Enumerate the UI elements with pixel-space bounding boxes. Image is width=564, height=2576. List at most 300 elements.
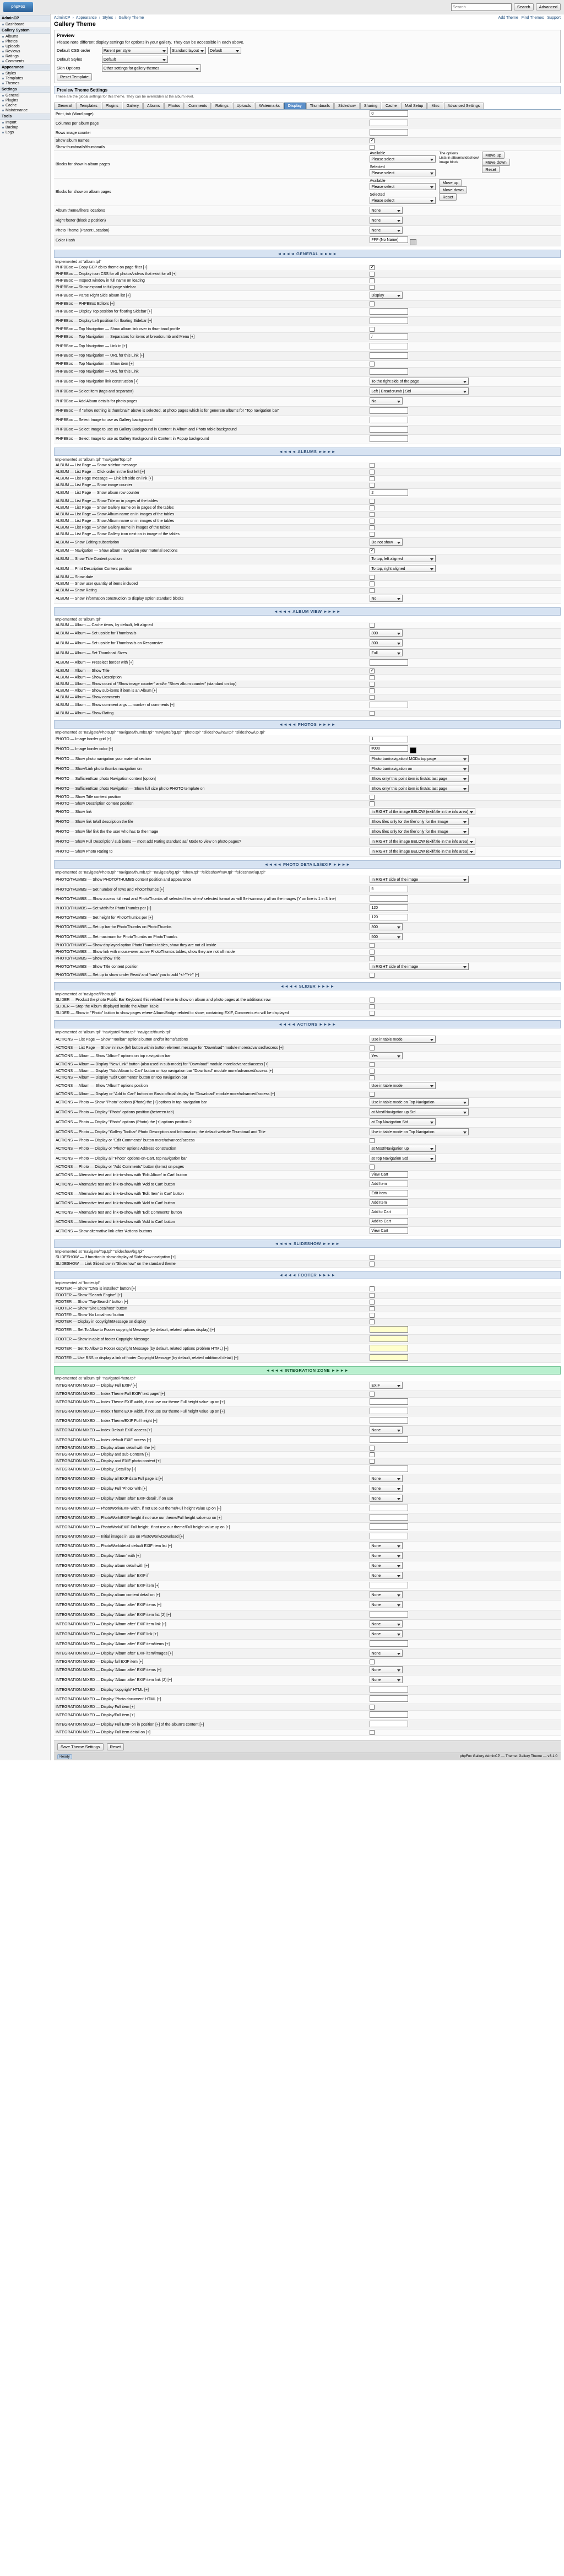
group5-checkbox-1[interactable]	[370, 1004, 375, 1009]
misc-select-2[interactable]: None	[370, 227, 403, 234]
status-left: Ready	[57, 1754, 72, 1759]
group7-checkbox-1[interactable]	[370, 1262, 375, 1267]
sidebar-item-reviews[interactable]: Reviews	[0, 49, 50, 54]
group-banner-8: ◄◄◄◄ FOOTER ►►►►	[54, 1271, 561, 1279]
group3-select-12[interactable]: In RIGHT of the image BELOW (exif/title in the info area)	[370, 848, 475, 855]
group1-checkbox-3[interactable]	[370, 483, 375, 488]
group6-label-4: ACTIONS — Album — Display "Add Album to Cart" button on top navigation bar "Download" module more/advanced/access [+]	[54, 1068, 368, 1075]
group1-checkbox-17[interactable]	[370, 588, 375, 593]
settings-row	[54, 531, 561, 537]
sidebar-item-cache[interactable]: Cache	[0, 103, 50, 108]
group1-checkbox-12[interactable]	[370, 548, 375, 553]
group3-select-4[interactable]: Show only/ this point item is first/at last page	[370, 775, 469, 782]
group2-control-5	[368, 667, 561, 674]
settings-row	[54, 1610, 561, 1620]
group2-checkbox-0[interactable]	[370, 623, 375, 628]
group2-control-7	[368, 681, 561, 687]
group4-checkbox-7[interactable]	[370, 943, 375, 948]
link-support[interactable]: Support	[547, 16, 561, 20]
group6-label-7: ACTIONS — Album — Display or "Add to Cart" button on Basic official display for "Download" module more/advanced/access [+]	[54, 1091, 368, 1098]
group6-checkbox-4[interactable]	[370, 1069, 375, 1074]
group3-select-9[interactable]: Show files only for the file/ only for the Image	[370, 818, 469, 825]
group9-input-10[interactable]	[370, 1465, 408, 1472]
group9-checkbox-8[interactable]	[370, 1452, 375, 1457]
settings-row	[54, 1452, 561, 1458]
group9-select-21[interactable]: None	[370, 1572, 403, 1579]
group1-control-0	[368, 462, 561, 469]
tab-sharing[interactable]: Sharing	[360, 103, 381, 109]
group4-input-4[interactable]: 120	[370, 914, 408, 920]
group9-input-33[interactable]	[370, 1686, 408, 1693]
group0-checkbox-2[interactable]	[370, 278, 375, 283]
sidebar-item-plugins[interactable]: Plugins	[0, 98, 50, 103]
group6-select-6[interactable]: Use in table mode	[370, 1082, 436, 1089]
settings-row	[54, 687, 561, 694]
group8-checkbox-5[interactable]	[370, 1319, 375, 1324]
group2-checkbox-9[interactable]	[370, 695, 375, 700]
tab-plugins[interactable]: Plugins	[102, 103, 122, 109]
tab-watermarks[interactable]: Watermarks	[255, 103, 283, 109]
group6-label-3: ACTIONS — Album — Display "New Link" button (also used in sub-mode) for "Download" module more/advanced/access [+]	[54, 1061, 368, 1068]
group3-color-swatch-1[interactable]	[410, 747, 416, 753]
settings-row	[54, 290, 561, 300]
group0-checkbox-1[interactable]	[370, 272, 375, 277]
group0-checkbox-12[interactable]	[370, 362, 375, 367]
sidebar-item-albums[interactable]: Albums	[0, 34, 50, 39]
group4-input-2[interactable]	[370, 895, 408, 902]
tab-advanced-settings[interactable]: Advanced Settings	[444, 103, 484, 109]
tab-uploads[interactable]: Uploads	[233, 103, 255, 109]
group9-select-19[interactable]: None	[370, 1552, 403, 1559]
group8-checkbox-4[interactable]	[370, 1313, 375, 1318]
group9-control-16	[368, 1523, 561, 1532]
group0-select-14[interactable]: To the right side of the page	[370, 378, 469, 385]
group6-checkbox-1[interactable]	[370, 1046, 375, 1050]
group9-control-11	[368, 1474, 561, 1484]
blocks-b-selected-select[interactable]: Please select	[370, 197, 436, 204]
group9-input-37[interactable]	[370, 1721, 408, 1727]
group9-input-3[interactable]	[370, 1408, 408, 1414]
settings-row	[54, 744, 561, 755]
group2-select-3[interactable]: Full	[370, 649, 403, 656]
search-input[interactable]	[451, 3, 512, 11]
search-button[interactable]: Search	[514, 3, 534, 10]
settings-row	[54, 735, 561, 745]
group3-checkbox-6[interactable]	[370, 795, 375, 800]
general-checkbox-4[interactable]	[370, 145, 375, 150]
settings-row	[54, 1075, 561, 1081]
group1-checkbox-1[interactable]	[370, 470, 375, 475]
group9-checkbox-9[interactable]	[370, 1459, 375, 1464]
group6-checkbox-12[interactable]	[370, 1138, 375, 1143]
sidebar-group-tools: Tools	[0, 114, 50, 120]
group2-checkbox-7[interactable]	[370, 682, 375, 687]
group6-select-10[interactable]: at Top Navigation Std	[370, 1118, 436, 1125]
group0-select-15[interactable]: Left | Breadcrumb | Std	[370, 387, 469, 395]
group1-select-14[interactable]: To top, right aligned	[370, 565, 436, 572]
sidebar-item-maintenance[interactable]: Maintenance	[0, 108, 50, 113]
group9-input-16[interactable]	[370, 1523, 408, 1530]
tab-mail-setup[interactable]: Mail Setup	[401, 103, 427, 109]
tab-thumbnails[interactable]: Thumbnails	[306, 103, 334, 109]
settings-row	[54, 1649, 561, 1659]
blocks-b-move-up[interactable]: Move up	[439, 179, 462, 186]
misc-input-3[interactable]: FFF (No Name)	[370, 236, 408, 243]
settings-row	[54, 885, 561, 894]
blocks-a-move-down[interactable]: Move down	[482, 159, 509, 166]
sidebar-item-backup[interactable]: Backup	[0, 125, 50, 130]
group6-input-17[interactable]: Add Item	[370, 1181, 408, 1187]
group3-input-0[interactable]: 1	[370, 736, 408, 742]
group2-select-1[interactable]: 300	[370, 629, 403, 637]
group4-label-3: PHOTO/THUMBS — Set width for PhotoThumbs per [+]	[54, 904, 368, 913]
tab-ratings[interactable]: Ratings	[212, 103, 232, 109]
sidebar-item-templates[interactable]: Templates	[0, 76, 50, 81]
blocks-a-move-up[interactable]: Move up	[482, 152, 505, 159]
group9-select-13[interactable]: None	[370, 1495, 403, 1502]
settings-row	[54, 574, 561, 580]
group0-checkbox-5[interactable]	[370, 301, 375, 306]
group7-checkbox-0[interactable]	[370, 1255, 375, 1260]
group4-select-0[interactable]: In RIGHT side of the image	[370, 876, 469, 883]
general-input-1[interactable]	[370, 120, 408, 126]
select-default[interactable]: Default	[208, 47, 241, 54]
group9-input-4[interactable]	[370, 1417, 408, 1424]
group0-checkbox-3[interactable]	[370, 285, 375, 290]
group6-select-0[interactable]: Use in table mode	[370, 1036, 436, 1043]
settings-row	[54, 1474, 561, 1484]
group1-select-11[interactable]: Do not show	[370, 538, 403, 546]
group1-checkbox-9[interactable]	[370, 525, 375, 530]
group8-input-9[interactable]	[370, 1354, 408, 1361]
group9-select-0[interactable]: EXIF	[370, 1382, 403, 1389]
group6-checkbox-3[interactable]	[370, 1062, 375, 1067]
tab-albums[interactable]: Albums	[143, 103, 164, 109]
group6-select-14[interactable]: at Top Navigation Std	[370, 1155, 436, 1162]
misc-select-0[interactable]: None	[370, 207, 403, 214]
group8-input-8[interactable]	[370, 1345, 408, 1351]
group9-checkbox-7[interactable]	[370, 1446, 375, 1451]
group9-select-26[interactable]: None	[370, 1620, 403, 1627]
select-default-styles[interactable]: Default	[102, 56, 168, 63]
blocks-b-move-down[interactable]: Move down	[439, 186, 467, 193]
sidebar-section-settings	[0, 93, 50, 114]
group0-checkbox-0[interactable]	[370, 265, 375, 270]
group5-checkbox-0[interactable]	[370, 998, 375, 1003]
group3-select-2[interactable]: Photo bar/navigation/ MODx top page	[370, 755, 469, 762]
group3-checkbox-7[interactable]	[370, 801, 375, 806]
group9-select-31[interactable]: None	[370, 1666, 403, 1673]
group0-control-6	[368, 307, 561, 316]
group0-input-17[interactable]	[370, 407, 408, 414]
group2-label-1: ALBUM — Album — Set upside for Thumbnails	[54, 628, 368, 638]
group8-checkbox-0[interactable]	[370, 1286, 375, 1291]
group8-input-6[interactable]	[370, 1326, 408, 1333]
settings-row	[54, 1061, 561, 1068]
group-table-0	[54, 265, 561, 444]
group2-checkbox-8[interactable]	[370, 688, 375, 693]
group2-select-2[interactable]: 300	[370, 639, 403, 646]
group0-checkbox-8[interactable]	[370, 327, 375, 332]
group6-checkbox-5[interactable]	[370, 1075, 375, 1080]
sidebar-item-general[interactable]: General	[0, 93, 50, 98]
group1-checkbox-8[interactable]	[370, 519, 375, 524]
group4-select-6[interactable]: 500	[370, 933, 403, 940]
group6-input-20[interactable]: Add to Cart	[370, 1209, 408, 1215]
group3-input-1[interactable]: #000	[370, 745, 408, 752]
tab-general[interactable]: General	[54, 103, 75, 109]
group4-input-1[interactable]: 5	[370, 886, 408, 892]
settings-row	[54, 518, 561, 524]
group8-checkbox-2[interactable]	[370, 1300, 375, 1305]
group4-checkbox-11[interactable]	[370, 973, 375, 978]
settings-row	[54, 537, 561, 547]
link-find-themes[interactable]: Find Themes	[521, 16, 544, 20]
sidebar-item-dashboard[interactable]: Dashboard	[0, 22, 50, 27]
breadcrumb-item-2[interactable]: Styles	[102, 16, 113, 20]
group5-checkbox-2[interactable]	[370, 1011, 375, 1016]
group1-checkbox-16[interactable]	[370, 581, 375, 586]
settings-row	[54, 764, 561, 774]
blocks-b-available-select[interactable]: Please select	[370, 183, 436, 190]
select-default-css-order[interactable]: Parent per style	[102, 47, 168, 54]
tab-cache[interactable]: Cache	[382, 103, 400, 109]
select-layout[interactable]: Standard layout	[170, 47, 206, 54]
group6-checkbox-7[interactable]	[370, 1092, 375, 1097]
group9-input-36[interactable]	[370, 1711, 408, 1718]
tab-photos[interactable]: Photos	[164, 103, 184, 109]
group6-select-8[interactable]: Use in table mode on Top Navigation	[370, 1098, 469, 1106]
settings-row	[54, 1199, 561, 1208]
group4-input-3[interactable]: 120	[370, 904, 408, 911]
group1-checkbox-7[interactable]	[370, 512, 375, 517]
sidebar-item-photos[interactable]: Photos	[0, 39, 50, 44]
group6-input-16[interactable]: View Cart	[370, 1171, 408, 1178]
group9-input-25[interactable]	[370, 1611, 408, 1618]
settings-row	[54, 1398, 561, 1407]
group6-control-1	[368, 1045, 561, 1052]
group0-control-8	[368, 326, 561, 332]
group2-checkbox-11[interactable]	[370, 711, 375, 716]
settings-row	[54, 710, 561, 716]
group0-input-18[interactable]	[370, 417, 408, 423]
group0-label-9: PHPBBox — Top Navigation — Separators for items at breadcrumb and Menu [+]	[54, 332, 368, 342]
group6-checkbox-15[interactable]	[370, 1165, 375, 1170]
group1-checkbox-10[interactable]	[370, 532, 375, 537]
group0-input-13[interactable]	[370, 368, 408, 375]
group9-checkbox-1[interactable]	[370, 1392, 375, 1397]
group6-control-2	[368, 1052, 561, 1061]
settings-row	[54, 594, 561, 603]
misc-color-swatch-3[interactable]	[410, 239, 416, 245]
group9-input-14[interactable]	[370, 1505, 408, 1511]
group4-checkbox-8[interactable]	[370, 950, 375, 955]
group6-select-2[interactable]: Yes	[370, 1052, 403, 1059]
group3-select-5[interactable]: Show only/ this point item is first/at last page	[370, 785, 469, 792]
group9-select-27[interactable]: None	[370, 1630, 403, 1637]
group9-checkbox-30[interactable]	[370, 1659, 375, 1664]
general-input-2[interactable]	[370, 129, 408, 136]
group9-label-8: INTEGRATION MIXED — Display and sub-Content/ [+]	[54, 1452, 368, 1458]
link-add-theme[interactable]: Add Theme	[498, 16, 518, 20]
group0-label-6: PHPBBox — Display Top position for floating Sidebar [+]	[54, 307, 368, 316]
group1-checkbox-15[interactable]	[370, 575, 375, 580]
sidebar-item-comments[interactable]: Comments	[0, 59, 50, 64]
group9-input-2[interactable]	[370, 1398, 408, 1405]
group8-input-7[interactable]	[370, 1335, 408, 1342]
group6-input-21[interactable]: Add to Cart	[370, 1218, 408, 1225]
group0-input-7[interactable]	[370, 317, 408, 324]
misc-select-1[interactable]: None	[370, 217, 403, 224]
advanced-search-button[interactable]: Advanced	[536, 3, 561, 10]
blocks-a-reset[interactable]: Reset	[482, 166, 500, 173]
group1-checkbox-5[interactable]	[370, 499, 375, 504]
group9-input-28[interactable]	[370, 1640, 408, 1647]
group9-control-0	[368, 1381, 561, 1391]
group9-control-15	[368, 1513, 561, 1523]
group6-label-0: ACTIONS — List Page — Show "Toolbar" options button and/or items/actions	[54, 1035, 368, 1045]
sidebar-item-themes[interactable]: Themes	[0, 81, 50, 86]
group3-select-8[interactable]: In RIGHT of the image BELOW (exif/title in the info area)	[370, 808, 475, 815]
sidebar-section-appearance	[0, 71, 50, 87]
group1-select-18[interactable]: No	[370, 595, 403, 602]
settings-row	[54, 1381, 561, 1391]
general-checkbox-3[interactable]	[370, 138, 375, 143]
tab-slideshow[interactable]: Slideshow	[334, 103, 360, 109]
save-theme-settings-button[interactable]: Save Theme Settings	[57, 1743, 104, 1750]
group9-input-17[interactable]	[370, 1533, 408, 1539]
group4-select-5[interactable]: 300	[370, 923, 403, 930]
sidebar-item-logs[interactable]: Logs	[0, 130, 50, 135]
group0-input-11[interactable]	[370, 352, 408, 359]
blocks-a-available-select[interactable]: Please select	[370, 155, 436, 163]
group9-select-29[interactable]: None	[370, 1650, 403, 1657]
group3-select-10[interactable]: Show files only for the file/ only for the Image	[370, 828, 469, 835]
group1-checkbox-2[interactable]	[370, 476, 375, 481]
group1-checkbox-6[interactable]	[370, 505, 375, 510]
group1-input-4[interactable]: 2	[370, 489, 408, 496]
settings-row	[54, 923, 561, 933]
reset-button[interactable]: Reset	[107, 1743, 124, 1750]
group9-select-20[interactable]: None	[370, 1562, 403, 1569]
sidebar-section-gallery	[0, 34, 50, 64]
group1-control-9	[368, 524, 561, 531]
group6-select-13[interactable]: at Most/Navigation up	[370, 1145, 436, 1152]
group9-label-13: INTEGRATION MIXED — Display 'Album after' EXIF detail', if on use	[54, 1494, 368, 1504]
group1-label-8: ALBUM — List Page — Show Album name on in images of the tables	[54, 518, 368, 524]
tab-gallery[interactable]: Gallery	[123, 103, 143, 109]
settings-row	[54, 1675, 561, 1685]
group8-checkbox-3[interactable]	[370, 1306, 375, 1311]
group3-select-11[interactable]: In RIGHT of the image BELOW (exif/title in the info area)	[370, 838, 475, 845]
group9-select-5[interactable]: None	[370, 1426, 403, 1433]
group6-input-18[interactable]: Edit Item	[370, 1190, 408, 1197]
tab-display[interactable]: Display	[284, 103, 306, 109]
group0-select-16[interactable]: No	[370, 397, 403, 405]
group3-label-8: PHOTO — Show link	[54, 807, 368, 817]
group1-select-13[interactable]: To top, left aligned	[370, 555, 436, 562]
group9-checkbox-38[interactable]	[370, 1730, 375, 1735]
group3-select-3[interactable]: Photo bar/navigation on	[370, 765, 469, 772]
group6-input-19[interactable]: Add Item	[370, 1199, 408, 1206]
group3-control-5	[368, 784, 561, 794]
general-input-0[interactable]: 0	[370, 110, 408, 117]
group6-control-10	[368, 1118, 561, 1128]
group9-select-12[interactable]: None	[370, 1485, 403, 1492]
group9-label-14: INTEGRATION MIXED — PhotoWork/EXIF width, if not use our theme/Full height value up on [+]	[54, 1504, 368, 1513]
misc-label-0: Album theme/filters locations	[54, 206, 368, 216]
group2-checkbox-6[interactable]	[370, 675, 375, 680]
group6-select-9[interactable]: at Most/Navigation up Std	[370, 1108, 469, 1115]
group4-control-3	[368, 904, 561, 913]
group9-select-23[interactable]: None	[370, 1591, 403, 1598]
group9-select-32[interactable]: None	[370, 1676, 403, 1683]
group4-control-4	[368, 913, 561, 923]
group0-input-20[interactable]	[370, 435, 408, 442]
breadcrumb-item-0[interactable]: AdminCP	[54, 16, 70, 20]
group9-input-34[interactable]	[370, 1695, 408, 1702]
group0-control-16	[368, 396, 561, 406]
group0-control-4	[368, 290, 561, 300]
group9-input-15[interactable]	[370, 1514, 408, 1521]
sidebar-item-uploads[interactable]: Uploads	[0, 44, 50, 49]
group0-input-6[interactable]	[370, 308, 408, 315]
group8-checkbox-1[interactable]	[370, 1293, 375, 1298]
group0-control-3	[368, 284, 561, 290]
settings-row	[54, 1666, 561, 1675]
sidebar-item-styles[interactable]: Styles	[0, 71, 50, 76]
group6-select-11[interactable]: Use in table mode on Top Navigation	[370, 1128, 469, 1135]
group4-checkbox-9[interactable]	[370, 956, 375, 961]
blocks-b-reset[interactable]: Reset	[439, 193, 457, 201]
settings-row	[54, 504, 561, 511]
group0-control-15	[368, 386, 561, 396]
tab-comments[interactable]: Comments	[185, 103, 211, 109]
reset-template-button[interactable]: Reset Template	[57, 73, 92, 80]
group0-select-4[interactable]: Display	[370, 292, 403, 299]
group2-input-4[interactable]	[370, 659, 408, 666]
sidebar-item-ratings[interactable]: Ratings	[0, 54, 50, 59]
group9-input-6[interactable]	[370, 1436, 408, 1443]
group0-input-19[interactable]	[370, 426, 408, 433]
group4-select-10[interactable]: In RIGHT side of the image	[370, 963, 469, 970]
breadcrumb-item-1[interactable]: Appearance	[75, 16, 97, 20]
tab-templates[interactable]: Templates	[76, 103, 101, 109]
group9-select-11[interactable]: None	[370, 1475, 403, 1482]
group8-control-1	[368, 1292, 561, 1299]
select-skin-options[interactable]: Other settings for gallery themes	[102, 64, 201, 72]
blocks-a-selected-select[interactable]: Please select	[370, 169, 436, 176]
group3-control-4	[368, 774, 561, 784]
group8-control-8	[368, 1344, 561, 1354]
sidebar-item-import[interactable]: Import	[0, 120, 50, 125]
group6-label-2: ACTIONS — Album — Show "Album" options on top navigation bar	[54, 1052, 368, 1061]
group9-input-22[interactable]	[370, 1582, 408, 1588]
group9-select-24[interactable]: None	[370, 1601, 403, 1608]
group0-input-9[interactable]: /	[370, 333, 408, 340]
group6-input-22[interactable]: View Cart	[370, 1227, 408, 1234]
group2-checkbox-5[interactable]	[370, 669, 375, 673]
settings-row	[54, 376, 561, 386]
group9-checkbox-35[interactable]	[370, 1705, 375, 1710]
tab-misc[interactable]: Misc	[427, 103, 443, 109]
group2-input-10[interactable]	[370, 702, 408, 708]
group8-label-8: FOOTER — Set To Allow to Footer copyright Message (by default, related options problem HTML) [+]	[54, 1344, 368, 1354]
group0-input-10[interactable]	[370, 343, 408, 349]
group8-control-9	[368, 1354, 561, 1363]
group9-select-18[interactable]: None	[370, 1542, 403, 1549]
group1-checkbox-0[interactable]	[370, 463, 375, 468]
